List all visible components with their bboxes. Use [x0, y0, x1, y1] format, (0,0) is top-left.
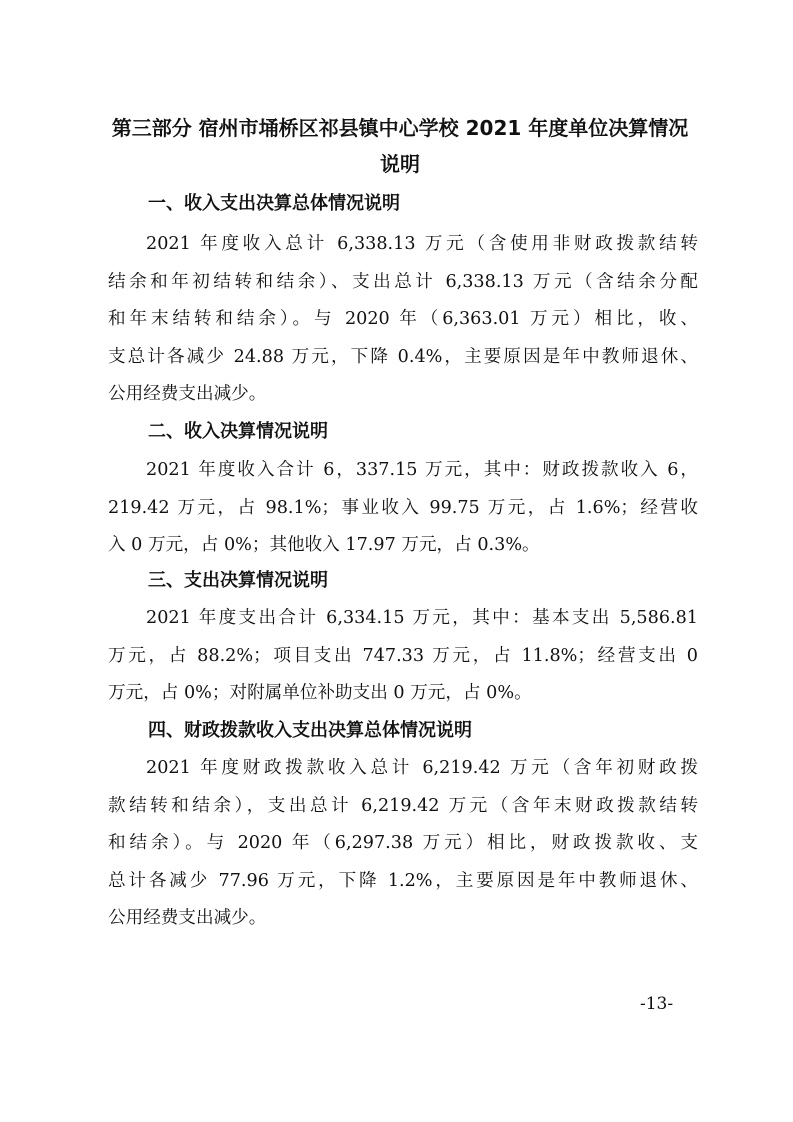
- paragraph-line: 219.42 万元，占 98.1%；事业收入 99.75 万元，占 1.6%；经营收: [108, 497, 698, 518]
- section-paragraph-expenditure: [108, 600, 698, 713]
- paragraph-line: 和年末结转和结余）。与 2020 年（6,363.01 万元）相比，收、: [108, 309, 698, 329]
- title-line: 第三部分 宿州市埇桥区祁县镇中心学校 2021 年度单位决算情况: [111, 116, 689, 140]
- paragraph-line: 结余和年初结转和结余）、支出总计 6,338.13 万元（含结余分配: [108, 271, 698, 292]
- section-paragraph-income: [108, 452, 698, 565]
- paragraph-line: 2021 年度收入总计 6,338.13 万元（含使用非财政拨款结转: [146, 234, 698, 254]
- paragraph-line: 万元，占 88.2%；项目支出 747.33 万元，占 11.8%；经营支出 0: [108, 645, 698, 666]
- section-heading-income-expenditure-overview: 一、收入支出决算总体情况说明: [148, 193, 400, 214]
- paragraph-line: 和结余）。与 2020 年（6,297.38 万元）相比，财政拨款收、支: [108, 833, 698, 853]
- paragraph-line: 总计各减少 77.96 万元，下降 1.2%，主要原因是年中教师退休、: [108, 870, 698, 891]
- section-heading-expenditure: 三、支出决算情况说明: [148, 570, 328, 591]
- title-line: 说明: [380, 152, 420, 176]
- paragraph-line: 款结转和结余），支出总计 6,219.42 万元（含年末财政拨款结转: [108, 795, 698, 816]
- paragraph-line: 支总计各减少 24.88 万元，下降 0.4%，主要原因是年中教师退休、: [108, 346, 698, 367]
- paragraph-line: 万元，占 0%；对附属单位补助支出 0 万元，占 0%。: [108, 683, 532, 703]
- section-paragraph-income-expenditure-overview: [108, 226, 698, 414]
- page-number: -13-: [640, 994, 674, 1014]
- page-title: [100, 110, 700, 182]
- paragraph-line: 2021 年度财政拨款收入总计 6,219.42 万元（含年初财政拨: [146, 758, 698, 778]
- paragraph-line: 入 0 万元，占 0%；其他收入 17.97 万元，占 0.3%。: [108, 535, 540, 555]
- paragraph-line: 2021 年度支出合计 6,334.15 万元，其中：基本支出 5,586.81: [146, 608, 698, 628]
- section-heading-income: 二、收入决算情况说明: [148, 421, 328, 442]
- paragraph-line: 公用经费支出减少。: [108, 908, 267, 928]
- paragraph-line: 2021 年度收入合计 6，337.15 万元，其中：财政拨款收入 6，: [146, 460, 698, 480]
- section-paragraph-fiscal-allocation: [108, 750, 698, 938]
- section-heading-fiscal-allocation: 四、财政拨款收入支出决算总体情况说明: [148, 720, 472, 741]
- paragraph-line: 公用经费支出减少。: [108, 384, 267, 404]
